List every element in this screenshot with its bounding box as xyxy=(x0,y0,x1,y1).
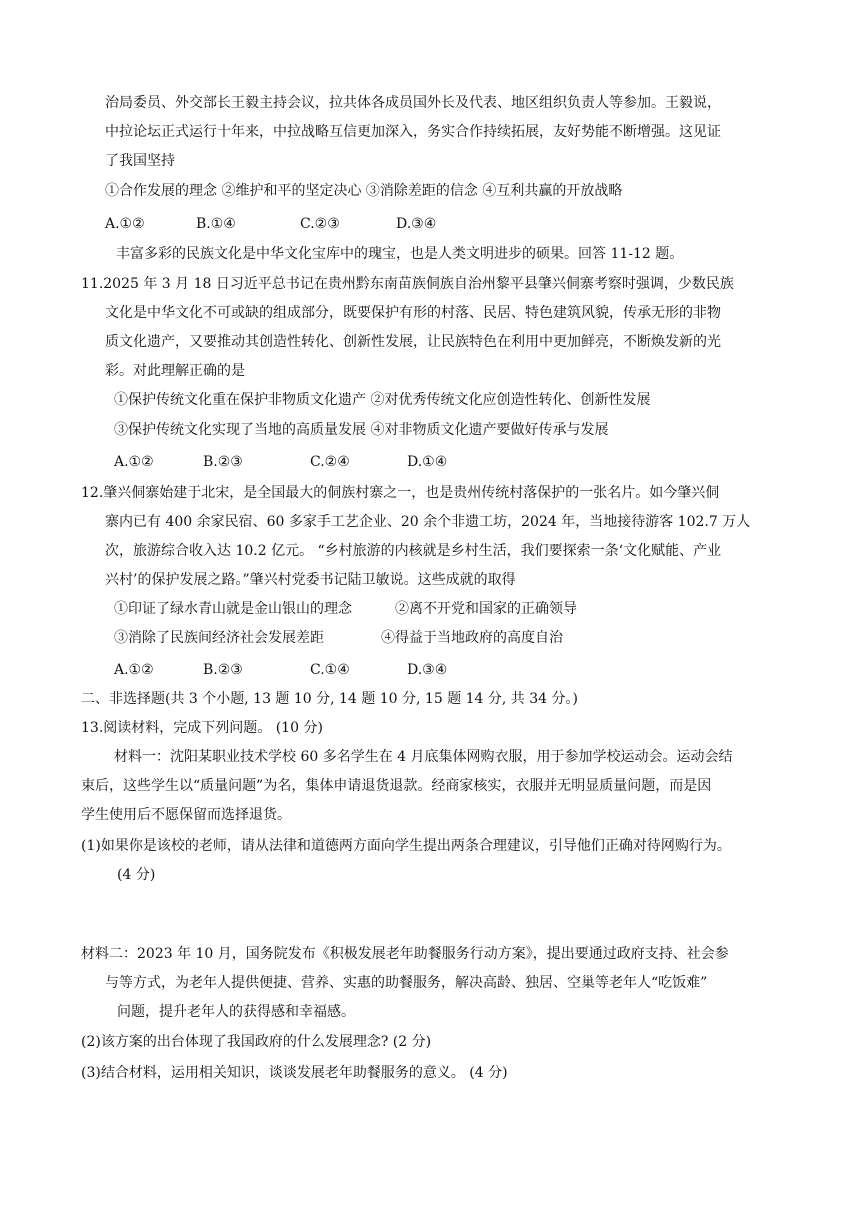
q12-statement-4: ④得益于当地政府的高度自治 xyxy=(381,630,563,646)
q12-text-line-3: 次，旅游综合收入达 10.2 亿元。 “乡村旅游的内核就是乡村生活，我们要探索一条‘文化赋能、产业 xyxy=(105,543,722,559)
q12-statement-3: ③消除了民族间经济社会发展差距 xyxy=(114,630,324,646)
q13-material2-line-3: 问题，提升老年人的获得感和幸福感。 xyxy=(117,1004,355,1020)
q13-material2-line-2: 与等方式，为老年人提供便捷、营养、实惠的助餐服务，解决高龄、独居、空巢等老年人“吃饭难” xyxy=(105,975,708,991)
q10-option-b: B.①④ xyxy=(196,216,236,232)
q11-option-a: A.①② xyxy=(114,454,154,470)
q11-text-line-4: 彩。对此理解正确的是 xyxy=(105,363,245,379)
q12-statement-1: ①印证了绿水青山就是金山银山的理念 xyxy=(114,601,352,617)
q11-text-line-3: 质文化遗产，又要推动其创造性转化、创新性发展，让民族特色在利用中更加鲜亮，不断焕发新的光 xyxy=(105,334,721,350)
q12-statement-2: ②离不开党和国家的正确领导 xyxy=(395,601,577,617)
q12-text-line-4: 兴村’的保护发展之路。”肇兴村党委书记陆卫敏说。这些成就的取得 xyxy=(105,572,516,588)
q13-material2-line-1: 材料二：2023 年 10 月，国务院发布《积极发展老年助餐服务行动方案》，提出要通过政府支持、社会参 xyxy=(81,946,729,962)
q12-text-line-1: 12.肇兴侗寨始建于北宋，是全国最大的侗族村寨之一，也是贵州传统村落保护的一张名片。如今肇兴侗 xyxy=(81,485,720,501)
q11-option-c: C.②④ xyxy=(310,454,350,470)
part2-heading: 二、非选择题(共 3 个小题, 13 题 10 分, 14 题 10 分, 15 题 14 分, 共 34 分。) xyxy=(81,691,578,707)
q11-option-b: B.②③ xyxy=(203,454,243,470)
q10-statements: ①合作发展的理念 ②维护和平的坚定决心 ③消除差距的信念 ④互利共赢的开放战略 xyxy=(105,183,623,199)
q10-option-a: A.①② xyxy=(105,216,145,232)
q13-sub1-line-1: (1)如果你是该校的老师，请从法律和道德两方面向学生提出两条合理建议，引导他们正确对待网购行为。 xyxy=(81,838,731,854)
q11-option-d: D.①④ xyxy=(407,454,448,470)
q12-option-a: A.①② xyxy=(114,662,154,678)
q10-text-line-3: 了我国坚持 xyxy=(105,153,175,169)
q13-title: 13.阅读材料，完成下列问题。 (10 分) xyxy=(81,720,323,736)
q13-material1-line-3: 学生使用后不愿保留而选择退货。 xyxy=(81,807,291,823)
q10-text-line-1: 治局委员、外交部长王毅主持会议，拉共体各成员国外长及代表、地区组织负责人等参加。王毅说， xyxy=(105,95,721,111)
q13-sub3: (3)结合材料，运用相关知识，谈谈发展老年助餐服务的意义。 (4 分) xyxy=(81,1065,508,1081)
section-intro: 丰富多彩的民族文化是中华文化宝库中的瑰宝，也是人类文明进步的硕果。回答 11-12 题。 xyxy=(116,246,684,262)
q13-sub1-line-2: (4 分) xyxy=(117,867,156,883)
q13-material1-line-1: 材料一：沈阳某职业技术学校 60 多名学生在 4 月底集体网购衣服，用于参加学校运动会。运动会结 xyxy=(114,749,733,765)
q12-option-b: B.②③ xyxy=(203,662,243,678)
q12-option-d: D.③④ xyxy=(407,662,448,678)
q10-text-line-2: 中拉论坛正式运行十年来，中拉战略互信更加深入，务实合作持续拓展，友好势能不断增强。这见证 xyxy=(105,124,721,140)
q11-statements-2: ③保护传统文化实现了当地的高质量发展 ④对非物质文化遗产要做好传承与发展 xyxy=(114,422,609,438)
q12-text-line-2: 寨内已有 400 余家民宿、60 多家手工艺企业、20 余个非遗工坊，2024 年，当地接待游客 102.7 万人 xyxy=(105,514,751,530)
q13-sub2: (2)该方案的出台体现了我国政府的什么发展理念? (2 分) xyxy=(81,1034,432,1050)
q11-text-line-2: 文化是中华文化不可或缺的组成部分，既要保护有形的村落、民居、特色建筑风貌，传承无形的非物 xyxy=(105,305,721,321)
q12-option-c: C.①④ xyxy=(310,662,350,678)
q11-statements-1: ①保护传统文化重在保护非物质文化遗产 ②对优秀传统文化应创造性转化、创新性发展 xyxy=(114,392,651,408)
q10-option-c: C.②③ xyxy=(300,216,340,232)
q13-material1-line-2: 束后，这些学生以“质量问题”为名，集体申请退货退款。经商家核实，衣服并无明显质量问题，而是因 xyxy=(81,778,712,794)
q11-text-line-1: 11.2025 年 3 月 18 日习近平总书记在贵州黔东南苗族侗族自治州黎平县肇兴侗寨考察时强调，少数民族 xyxy=(81,276,734,292)
q10-option-d: D.③④ xyxy=(396,216,437,232)
